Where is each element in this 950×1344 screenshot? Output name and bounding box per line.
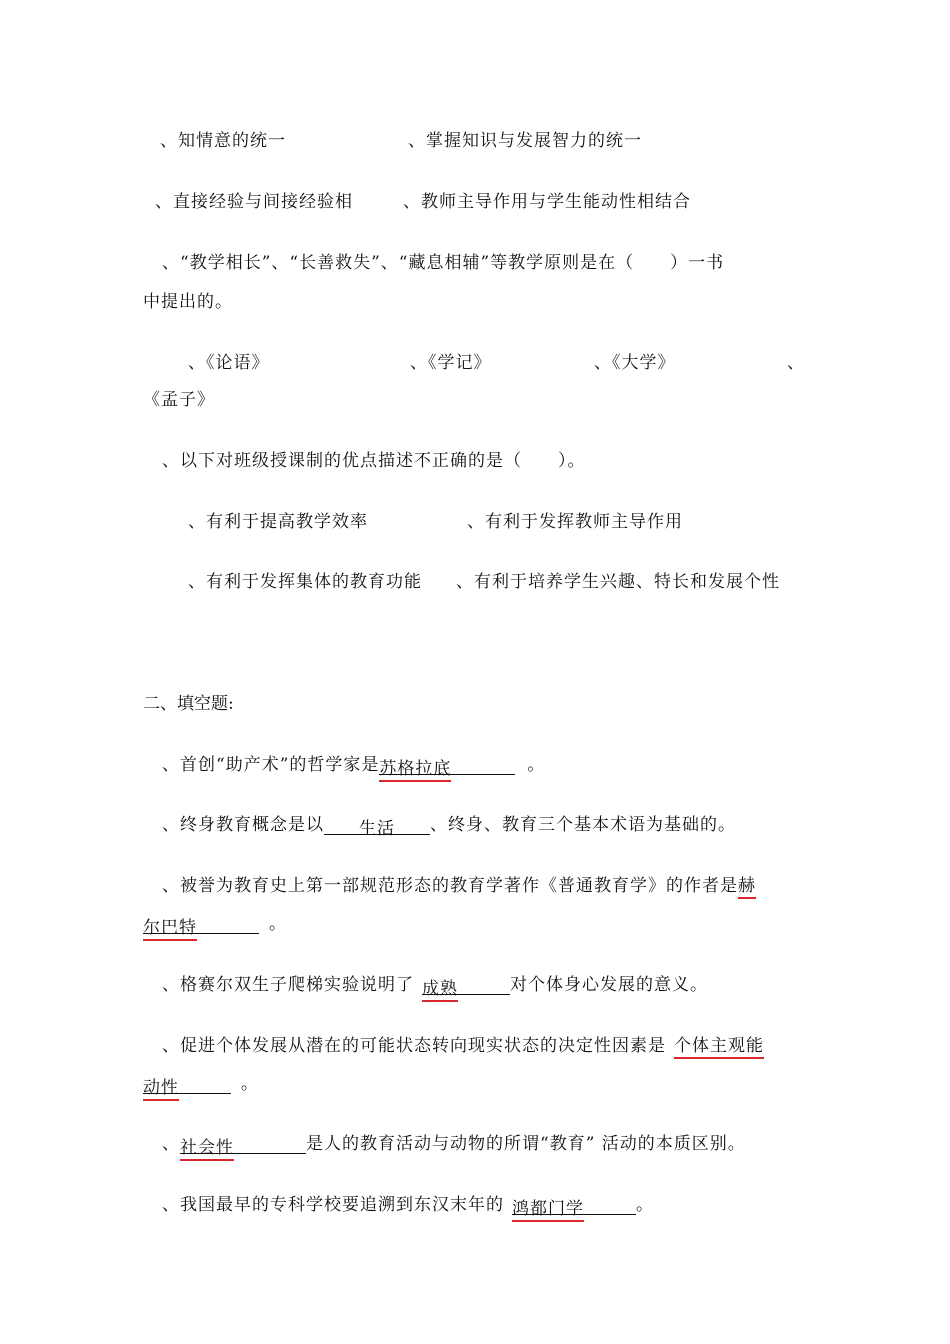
option-a: 、直接经验与间接经验相: [155, 192, 353, 212]
answer-blank: [379, 754, 515, 779]
question-text: 、终身教育概念是以: [162, 815, 324, 835]
option-b: 、《学记》: [410, 353, 492, 373]
option-c: 、知情意的统一: [160, 131, 286, 151]
fill-item-3-text: [162, 871, 756, 896]
handwritten-answer-part-2: 动性: [143, 1078, 179, 1101]
fill-item-5-text-cont: [143, 1069, 259, 1098]
fill-item-1-text: [162, 750, 546, 779]
question-9-text-line-2: 中提出的。: [143, 292, 233, 312]
fill-item-2-text: [162, 810, 736, 839]
answer-blank: [324, 814, 430, 839]
fill-item-5-text: [162, 1031, 764, 1056]
question-text-end: 。: [527, 755, 546, 775]
fill-item-3-text-cont: [143, 909, 287, 938]
option-d: 、掌握知识与发展智力的统一: [408, 131, 642, 151]
question-text-end: 对个体身心发展的意义。: [510, 975, 708, 995]
question-text: 、促进个体发展从潜在的可能状态转向现实状态的决定性因素是: [162, 1036, 666, 1056]
handwritten-answer: 鸿都门学: [512, 1199, 584, 1222]
question-9-text-line-1: 、“教学相长”、“长善救失”、“藏息相辅”等教学原则是在（ ）一书: [162, 253, 725, 273]
question-text-end: 。: [241, 1074, 259, 1094]
question-10-text: 、以下对班级授课制的优点描述不正确的是（ ）。: [162, 451, 586, 471]
question-text: 、格赛尔双生子爬梯实验说明了: [162, 975, 414, 995]
answer-blank: [422, 974, 510, 999]
question-text: 、: [162, 1134, 180, 1154]
option-d: 、有利于培养学生兴趣、特长和发展个性: [456, 572, 780, 592]
handwritten-answer: 社会性: [180, 1138, 234, 1161]
answer-blank: [143, 1073, 231, 1098]
section-2-title: 二、填空题:: [143, 694, 234, 714]
option-c: 、有利于发挥集体的教育功能: [188, 572, 422, 592]
answer-blank: [180, 1133, 306, 1158]
question-text: 、我国最早的专科学校要追溯到东汉末年的: [162, 1195, 504, 1215]
handwritten-answer-part-1: 个体主观能: [674, 1036, 764, 1059]
handwritten-answer: 成熟: [422, 979, 458, 1002]
question-text: 、被誉为教育史上第一部规范形态的教育学著作《普通教育学》的作者是: [162, 876, 738, 896]
answer-blank: [512, 1194, 636, 1219]
fill-item-6-text: [162, 1129, 746, 1158]
option-a: 、有利于提高教学效率: [188, 512, 368, 532]
option-c: 、《大学》: [594, 353, 676, 373]
option-d-prefix: 、: [787, 353, 805, 373]
handwritten-answer-part-2: 尔巴特: [143, 918, 197, 941]
option-b: 、有利于发挥教师主导作用: [467, 512, 683, 532]
option-d: 《孟子》: [143, 390, 215, 410]
handwritten-answer: 苏格拉底: [379, 759, 451, 782]
question-text-end: 。: [269, 914, 287, 934]
question-text-end: 。: [636, 1195, 654, 1215]
question-text: 、首创“助产术”的哲学家是: [162, 755, 380, 775]
question-text-end: 、终身、教育三个基本术语为基础的。: [430, 815, 736, 835]
handwritten-answer-part-1: 赫: [738, 876, 756, 899]
option-a: 、《论语》: [188, 353, 270, 373]
fill-item-4-text: [162, 970, 708, 999]
fill-item-7-text: [162, 1190, 654, 1219]
question-text-end: 是人的教育活动与动物的所谓“教育” 活动的本质区别。: [306, 1134, 746, 1154]
handwritten-answer: 生活: [359, 819, 395, 839]
option-b: 、教师主导作用与学生能动性相结合: [403, 192, 691, 212]
answer-blank: [143, 913, 259, 938]
